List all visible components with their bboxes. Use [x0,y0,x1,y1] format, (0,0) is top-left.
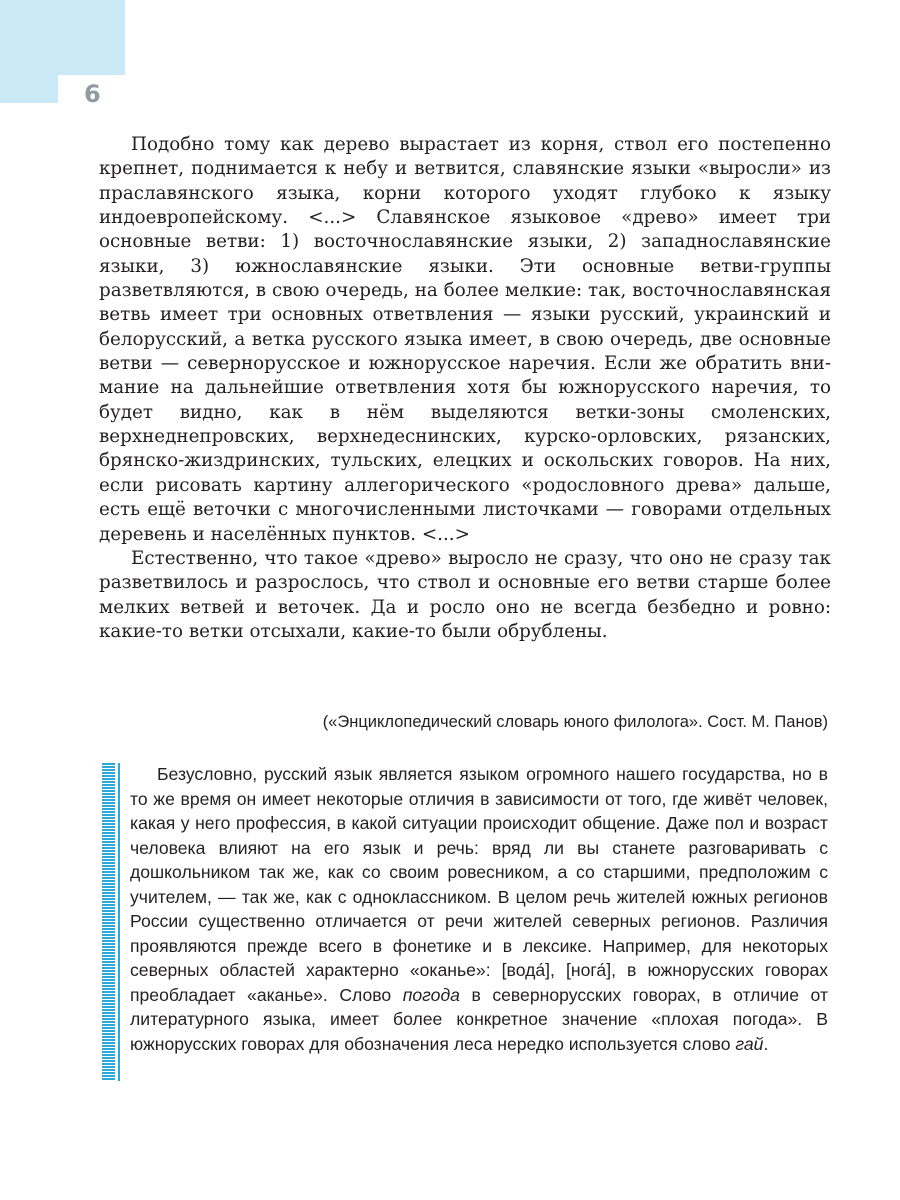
aside-paragraph [130,762,828,1056]
quote-block [99,133,831,644]
term-gai: гай [735,1033,764,1054]
quote-source: («Энциклопедический словарь юного филолога». Сост. М. Панов) [322,713,828,731]
corner-tab [0,0,125,75]
aside-text-part: в севернорусских говорах, в отличие от литературного языка, имеет более конкретное значение «плохая погода». В южнорусских говорах для обозначения леса нередко используется слово [130,984,829,1054]
aside-accent-bar [102,763,115,1081]
page-number: 6 [84,80,101,108]
aside-accent-line [118,763,120,1081]
term-pogoda: погода [402,984,460,1005]
aside-text-end: . [763,1033,769,1054]
aside-block [130,762,828,1056]
aside-text-part: Безусловно, русский язык является языком огромного нашего государства, но в то же время он имеет некоторые отличия в зависимости от того, где живёт человек, какая у него профессия, в какой ситуации происходит общение. Даже пол и возраст человека влияют на его язык и речь: вряд ли вы станете разговаривать с дошкольником так же, как со своим ровесником, а со старшими, предположим с учителем, — так же, как с одноклассником. В целом речь жителей южных регионов России существенно отличается от речи жителей северных регионов. Различия проявляются прежде всего в фонетике и в лексике. Например, для некоторых северных областей характерно «оканье»: [вода́], [нога́], в южнорусских говорах преобладает «аканье». Слово [130,764,828,1005]
quote-paragraph: Подобно тому как дерево вырастает из корня, ствол его постепенно крепнет, поднимается к небу и ветвится, славянские языки «выросли» из праславянского языка, корни которого уходят глубоко к языку индоевропейскому. <...> Славянское языковое «древо» имеет три основные ветви: 1) восточнославянские языки, 2) западнославянские языки, 3) южнославянские языки. Эти основные ветви-группы разветвляются, в свою очередь, на более мелкие: так, восточнославянская ветвь имеет три основных ответвления — языки русский, украинский и белорусский, а ветка русского языка имеет, в свою очередь, две основные ветви — севернорусское и южнорусское наречия. Если же обратить внимание на дальнейшие ответвления хотя бы южнорусского наречия, то будет видно, как в нём выделяются ветки-зоны смоленских, верхнеднепровских, верхнедеснинских, курско-орловских, рязанских, брянско-жиздринских, тульских, елецких и оскольских говоров. На них, если рисовать картину аллегорического «родословного древа» дальше, есть ещё веточки с многочисленными листочками — говорами отдельных деревень и населённых пунктов. <...> [99,134,831,545]
quote-paragraph: Естественно, что такое «древо» выросло не сразу, что оно не сразу так разветвилось и разрослось, что ствол и основные его ветви старше более мелких ветвей и веточек. Да и росло оно не всегда безбедно и ровно: какие-то ветки отсыхали, какие-то были обрублены. [99,547,831,642]
corner-tab-extension [0,75,58,103]
